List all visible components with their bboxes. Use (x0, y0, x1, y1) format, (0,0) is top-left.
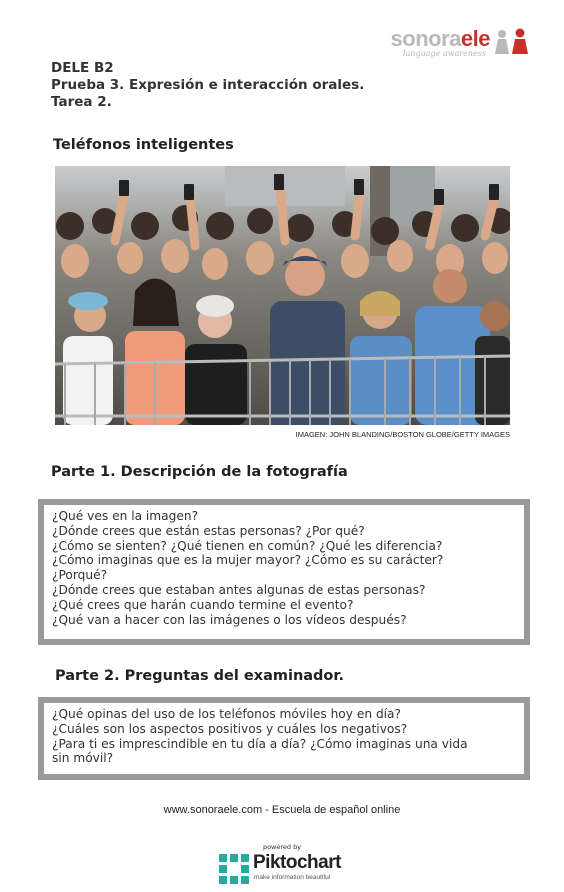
powered-by-label: powered by (262, 843, 302, 851)
topic-title: Teléfonos inteligentes (53, 137, 234, 153)
piktochart-name: Piktochart (253, 852, 341, 873)
exam-test: Prueba 3. Expresión e interacción orales. (51, 77, 365, 93)
exam-task: Tarea 2. (51, 94, 112, 110)
exam-level: DELE B2 (51, 60, 114, 76)
part2-question: sin móvil? (52, 751, 114, 766)
part1-questions-box (38, 499, 530, 645)
crowd-photo (55, 166, 510, 425)
exam-header (51, 60, 364, 111)
brand-name: sonoraele (390, 26, 490, 51)
part1-question: ¿Dónde crees que estaban antes algunas de estas personas? (52, 582, 426, 597)
piktochart-icon (219, 854, 249, 884)
part1-question: ¿Cómo se sienten? ¿Qué tienen en común? ¿Qué les diferencia? (52, 538, 443, 553)
piktochart-logo[interactable] (219, 852, 359, 886)
part2-title: Parte 2. Preguntas del examinador. (55, 668, 344, 684)
people-icon (494, 28, 530, 54)
part2-question: ¿Qué opinas del uso de los teléfonos móviles hoy en día? (52, 707, 401, 721)
part1-question: ¿Qué crees que harán cuando termine el evento? (52, 597, 354, 612)
footer-website[interactable]: www.sonoraele.com - Escuela de español online (163, 804, 401, 816)
part2-question: ¿Cuáles son los aspectos positivos y cuáles los negativos? (52, 721, 408, 736)
image-credit: IMAGEN: JOHN BLANDING/BOSTON GLOBE/GETTY IMAGES (295, 430, 510, 439)
piktochart-tagline: make information beautiful (254, 874, 331, 881)
part1-question: ¿Qué ves en la imagen? (52, 509, 199, 523)
brand-tagline: language awareness (403, 49, 486, 58)
part1-question: ¿Dónde crees que están estas personas? ¿Por qué? (52, 523, 365, 538)
part1-question: ¿Porqué? (52, 568, 108, 583)
part2-question: ¿Para ti es imprescindible en tu día a día? ¿Cómo imaginas una vida (52, 736, 468, 751)
part1-question: ¿Qué van a hacer con las imágenes o los vídeos después? (52, 612, 407, 627)
part1-question: ¿Cómo imaginas que es la mujer mayor? ¿Cómo es su carácter? (52, 553, 444, 568)
part1-title: Parte 1. Descripción de la fotografía (51, 464, 348, 480)
part2-questions-box (38, 697, 530, 780)
